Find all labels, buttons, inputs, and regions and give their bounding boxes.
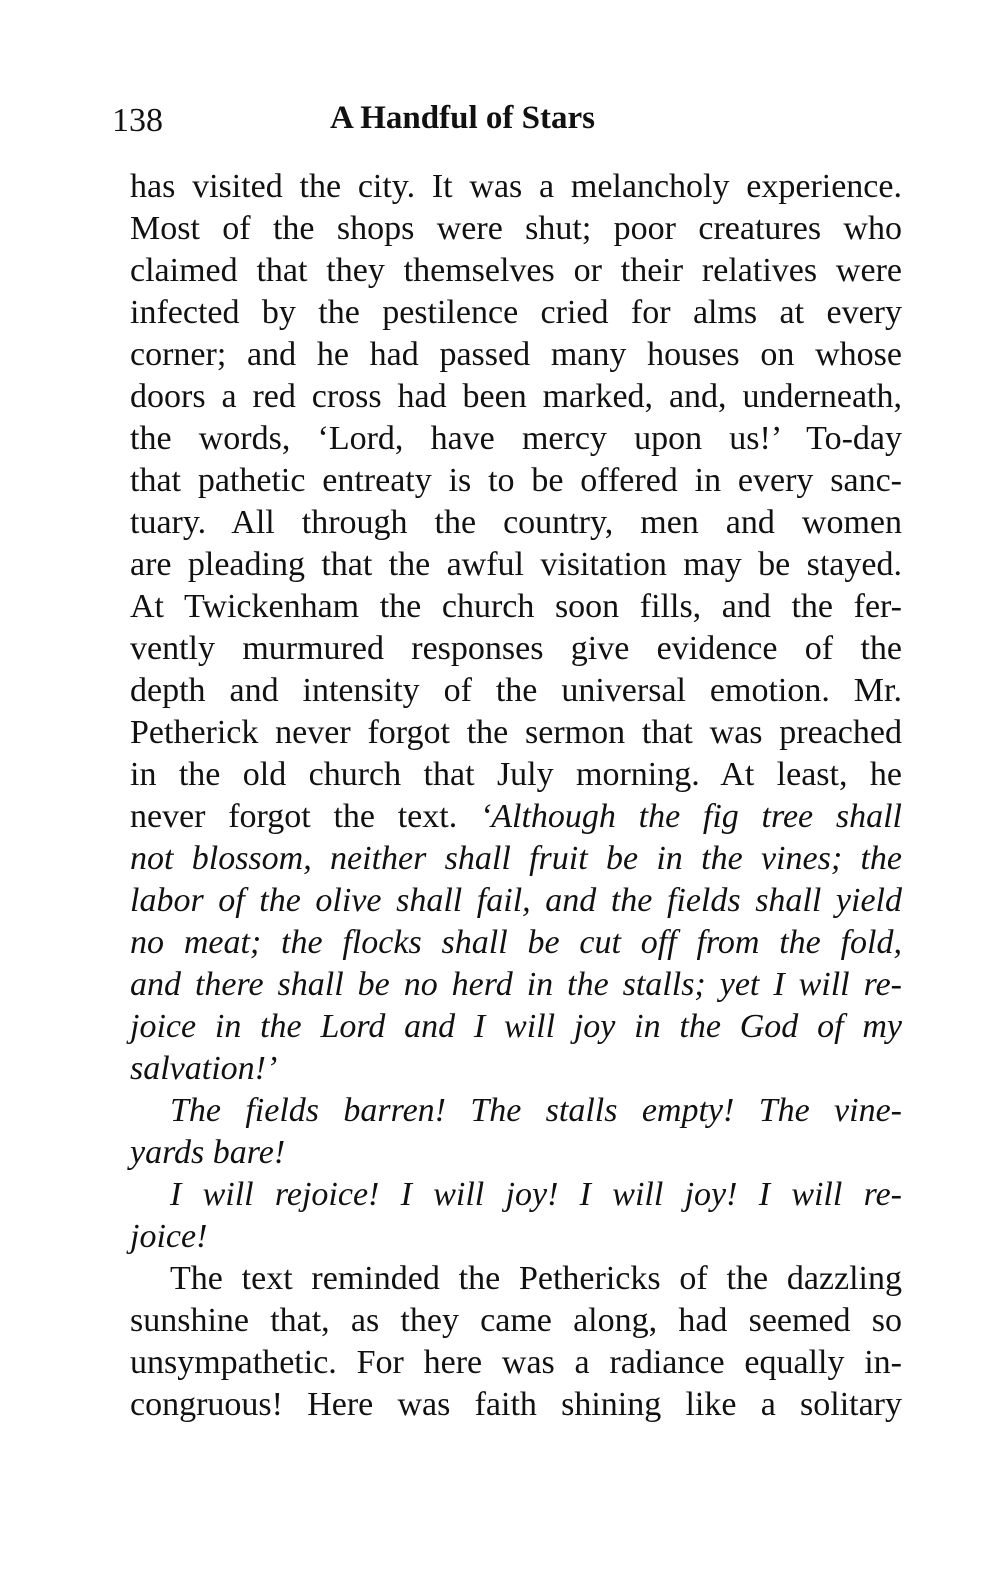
text-line-mixed xyxy=(130,796,902,838)
quote-line: labor of the olive shall fail, and the fields shall yield xyxy=(130,882,902,919)
text-line: the words, ‘Lord, have mercy upon us!’ To-day xyxy=(130,420,902,457)
text-line: in the old church that July morning. At least, he xyxy=(130,756,902,793)
page-number: 138 xyxy=(112,102,163,139)
text-line: unsympathetic. For here was a radiance equally in- xyxy=(130,1344,902,1381)
text-line: At Twickenham the church soon fills, and the fer- xyxy=(130,588,902,625)
text-roman: never forgot the text. xyxy=(130,798,458,835)
book-page xyxy=(112,100,902,1426)
text-line: I will rejoice! I will joy! I will joy! I will re- xyxy=(170,1176,902,1213)
text-line: joice! xyxy=(130,1218,208,1255)
text-line: tuary. All through the country, men and women xyxy=(130,504,902,541)
text-line: The fields barren! The stalls empty! The vine- xyxy=(170,1092,902,1129)
paragraph-2 xyxy=(130,1090,902,1174)
text-line: The text reminded the Pethericks of the dazzling xyxy=(170,1260,902,1297)
paragraph-3 xyxy=(130,1174,902,1258)
text-line: yards bare! xyxy=(130,1134,286,1171)
text-line: congruous! Here was faith shining like a solitary xyxy=(130,1386,902,1423)
text-line: Petherick never forgot the sermon that was preached xyxy=(130,714,902,751)
text-line: sunshine that, as they came along, had seemed so xyxy=(130,1302,902,1339)
quote-start: ‘Although the fig tree shall xyxy=(479,798,902,835)
text-line: Most of the shops were shut; poor creatures who xyxy=(130,210,902,247)
quote-line: joice in the Lord and I will joy in the God of my xyxy=(130,1008,902,1045)
text-line: doors a red cross had been marked, and, underneath, xyxy=(130,378,902,415)
quote-line: not blossom, neither shall fruit be in the vines; the xyxy=(130,840,902,877)
paragraph-4 xyxy=(130,1258,902,1426)
text-line: has visited the city. It was a melancholy experience. xyxy=(130,168,902,205)
text-line: claimed that they themselves or their relatives were xyxy=(130,252,902,289)
text-line: infected by the pestilence cried for alms at every xyxy=(130,294,902,331)
text-line: vently murmured responses give evidence of the xyxy=(130,630,902,667)
quote-end: salvation!’ xyxy=(130,1050,278,1087)
running-title: A Handful of Stars xyxy=(330,100,595,136)
text-line: corner; and he had passed many houses on whose xyxy=(130,336,902,373)
quote-line: no meat; the flocks shall be cut off from the fold, xyxy=(130,924,902,961)
text-line: that pathetic entreaty is to be offered in every sanc- xyxy=(130,462,902,499)
body-text xyxy=(130,166,902,1426)
page-header xyxy=(112,100,902,148)
paragraph-1 xyxy=(130,166,902,1090)
text-line: are pleading that the awful visitation may be stayed. xyxy=(130,546,902,583)
text-line: depth and intensity of the universal emotion. Mr. xyxy=(130,672,902,709)
quote-line: and there shall be no herd in the stalls; yet I will re- xyxy=(130,966,902,1003)
